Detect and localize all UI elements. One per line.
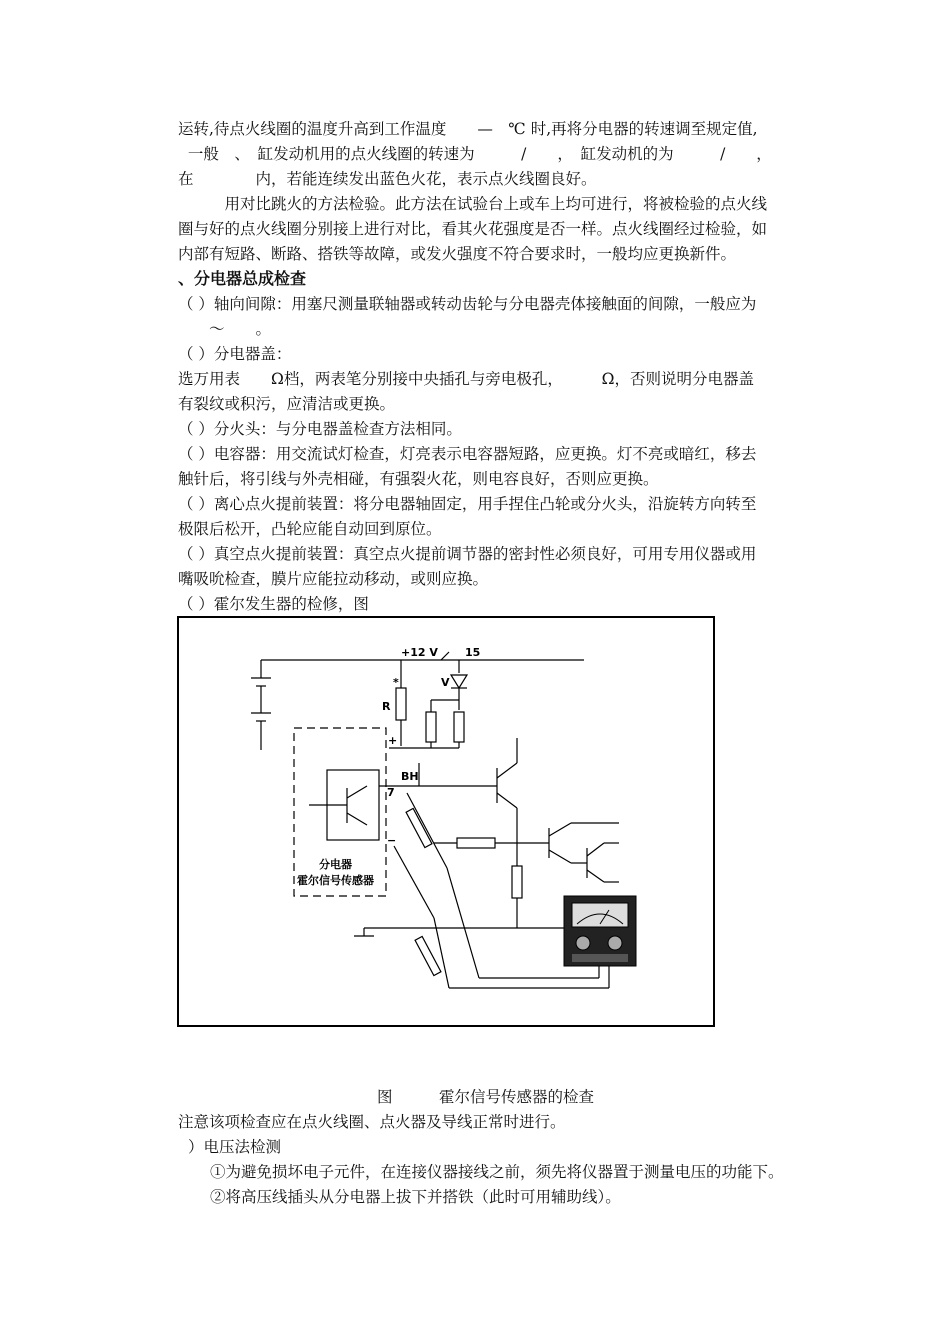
box-label-hall-sensor: 霍尔信号传感器: [297, 874, 374, 887]
resistor-icon: [426, 712, 436, 742]
label-v: V: [441, 676, 450, 689]
label-15: 15: [465, 646, 481, 659]
figure-caption: 图 霍尔信号传感器的检查: [377, 1088, 595, 1106]
item-axial-line: （ ）轴向间隙：用塞尺测量联轴器或转动齿轮与分电器壳体接触面的间隙，一般应为: [178, 295, 757, 313]
resistor-icon: [396, 688, 406, 720]
box-label-distributor: 分电器: [319, 858, 352, 871]
item-vacuum-line: 嘴吸吮检查，膜片应能拉动移动，或则应换。: [178, 570, 489, 588]
label-star: *: [393, 676, 399, 689]
step-line: ①为避免损坏电子元件，在连接仪器接线之前，须先将仪器置于测量电压的功能下。: [210, 1163, 784, 1181]
paragraph-line: 用对比跳火的方法检验。此方法在试验台上或车上均可进行，将被检验的点火线: [178, 195, 768, 213]
item-cap-title: （ ）分电器盖：: [178, 345, 292, 363]
label-12v: +12 V: [401, 646, 438, 659]
note-line: 注意该项检查应在点火线圈、点火器及导线正常时进行。: [178, 1113, 566, 1131]
item-axial-line: ～ 。: [178, 320, 272, 338]
item-condenser-line: 触针后，将引线与外壳相碰，有强裂火花，则电容良好，否则应更换。: [178, 470, 659, 488]
paragraph-line: 运转,待点火线圈的温度升高到工作温度 — ℃ 时,再将分电器的转速调至规定值,: [178, 120, 758, 138]
circuit-figure: [177, 616, 715, 1027]
item-vacuum-line: （ ）真空点火提前装置：真空点火提前调节器的密封性必须良好，可用专用仪器或用: [178, 545, 757, 563]
item-centrifugal-line: 极限后松开，凸轮应能自动回到原位。: [178, 520, 442, 538]
paragraph-line: 一般 、 缸发动机用的点火线圈的转速为 / ， 缸发动机的为 / ，: [178, 145, 772, 163]
section-heading: 、分电器总成检查: [178, 269, 307, 288]
resistor-icon: [512, 866, 522, 898]
resistor-icon: [454, 712, 464, 742]
item-cap-line: 选万用表 Ω档，两表笔分别接中央插孔与旁电极孔， Ω，否则说明分电器盖: [178, 370, 754, 388]
item-rotor: （ ）分火头：与分电器盖检查方法相同。: [178, 420, 462, 438]
multimeter-icon: [564, 896, 636, 966]
label-minus: −: [387, 834, 397, 847]
test-probe: [415, 936, 441, 975]
label-r: R: [382, 700, 391, 713]
paragraph-line: 圈与好的点火线圈分别接上进行对比，看其火花强度是否一样。点火线圈经过检验，如: [178, 220, 768, 238]
diode-icon: [451, 675, 467, 688]
label-plus: +: [388, 734, 398, 747]
paragraph-line: 内部有短路、断路、搭铁等故障，或发火强度不符合要求时，一般均应更换新件。: [178, 245, 737, 263]
voltage-method-title: ）电压法检测: [188, 1138, 282, 1156]
step-line: ②将高压线插头从分电器上拔下并搭铁（此时可用辅助线）。: [210, 1188, 621, 1206]
item-centrifugal-line: （ ）离心点火提前装置：将分电器轴固定，用手捏住凸轮或分火头，沿旋转方向转至: [178, 495, 757, 513]
item-cap-line: 有裂纹或积污，应清洁或更换。: [178, 395, 396, 413]
label-7: 7: [387, 786, 395, 799]
item-condenser-line: （ ）电容器：用交流试灯检查，灯亮表示电容器短路，应更换。灯不亮或暗红，移去: [178, 445, 757, 463]
paragraph-line: 在 内，若能连续发出蓝色火花，表示点火线圈良好。: [178, 170, 597, 188]
resistor-icon: [457, 838, 495, 848]
label-bh: BH: [401, 770, 419, 783]
hall-sensor-circuit-diagram: [179, 618, 713, 1025]
item-hall: （ ）霍尔发生器的检修，图: [178, 595, 369, 613]
